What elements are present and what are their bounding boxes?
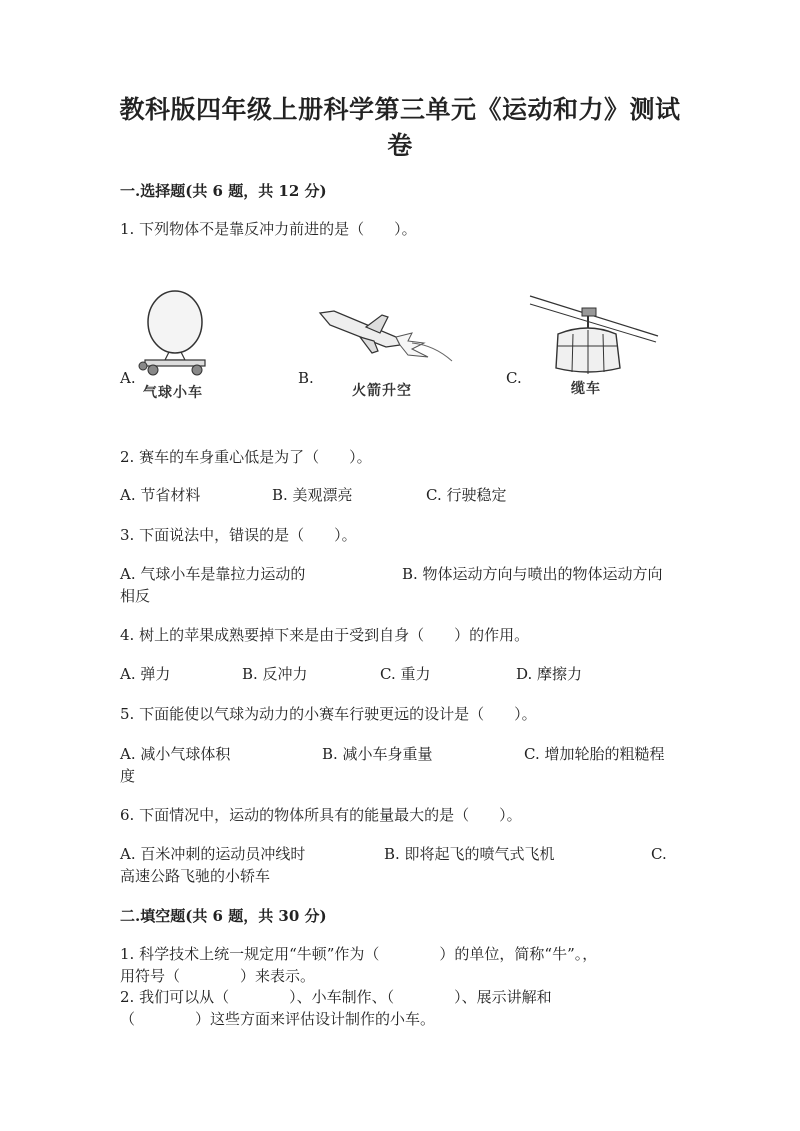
fill-2-line-2: （ ）这些方面来评估设计制作的小车。 [120,1010,436,1028]
question-6-option-a: A. 百米冲刺的运动员冲线时 [120,845,306,863]
question-3-option-b-continued: 相反 [120,587,151,605]
question-5-option-c: C. 增加轮胎的粗糙程 [524,745,665,763]
title-line-2: 卷 [387,131,413,160]
page-title [0,92,800,164]
rocket-caption: 火箭升空 [352,383,412,399]
question-2-option-c: C. 行驶稳定 [426,486,507,504]
cable-car-caption: 缆车 [571,381,601,397]
question-4-option-c: C. 重力 [380,665,431,683]
question-6-option-b: B. 即将起飞的喷气式飞机 [384,845,555,863]
balloon-car-caption: 气球小车 [143,385,203,401]
question-1-option-a: A. [120,369,136,387]
question-4-stem: 4. 树上的苹果成熟要掉下来是由于受到自身（ ）的作用。 [120,626,530,644]
question-1-stem: 1. 下列物体不是靠反冲力前进的是（ ）。 [120,220,417,238]
question-5-option-b: B. 减小车身重量 [322,745,433,763]
question-6-option-c: C. [651,845,667,863]
question-2-option-b: B. 美观漂亮 [272,486,353,504]
fill-1-line-1: 1. 科学技术上统一规定用“牛顿”作为（ ）的单位，简称“牛”。， [120,945,598,963]
fill-1-line-2: 用符号（ ）来表示。 [120,967,316,985]
question-2-stem: 2. 赛车的车身重心低是为了（ ）。 [120,448,372,466]
fill-2-line-1: 2. 我们可以从（ ）、小车制作、（ ）、展示讲解和 [120,988,552,1006]
section-heading-choice: 一.选择题(共 6 题，共 12 分) [120,182,327,200]
question-6-option-c-continued: 高速公路飞驰的小轿车 [120,867,271,885]
question-3-option-b: B. 物体运动方向与喷出的物体运动方向 [402,565,663,583]
question-1-option-b: B. [298,369,314,387]
cable-car-picture [528,290,660,376]
question-4-option-a: A. 弹力 [120,665,171,683]
rocket-picture [316,303,456,373]
title-line-1: 教科版四年级上册科学第三单元《运动和力》测试 [119,95,681,124]
question-5-option-a: A. 减小气球体积 [120,745,231,763]
balloon-car-picture [135,288,215,378]
question-4-option-d: D. 摩擦力 [516,665,583,683]
question-4-option-b: B. 反冲力 [242,665,308,683]
question-1-option-c: C. [506,369,522,387]
question-5-option-c-continued: 度 [120,767,136,785]
question-2-option-a: A. 节省材料 [120,486,201,504]
question-6-stem: 6. 下面情况中，运动的物体所具有的能量最大的是（ ）。 [120,806,522,824]
question-5-stem: 5. 下面能使以气球为动力的小赛车行驶更远的设计是（ ）。 [120,705,537,723]
question-3-option-a: A. 气球小车是靠拉力运动的 [120,565,306,583]
section-heading-fill-in: 二.填空题(共 6 题，共 30 分) [120,907,327,925]
question-3-stem: 3. 下面说法中，错误的是（ ）。 [120,526,357,544]
